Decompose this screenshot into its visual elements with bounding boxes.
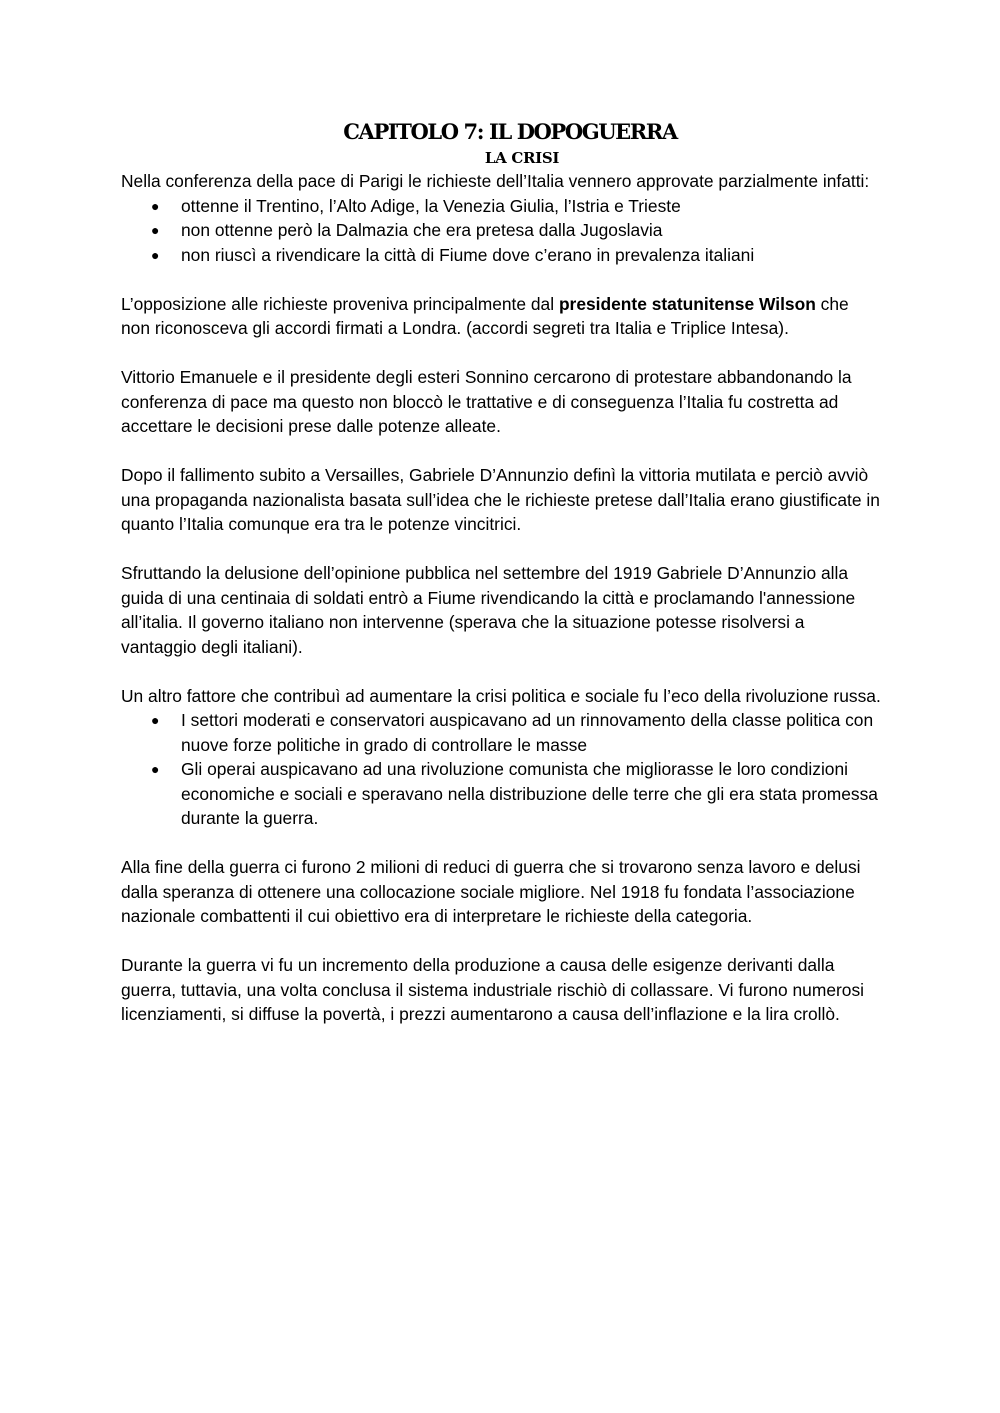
economy-paragraph: Durante la guerra vi fu un incremento della produzione a causa delle esigenze derivanti dalla guerra, tuttavia, una volta conclusa il sistema industriale rischiò di collassare. Vi furono numerosi licenziamenti, si diffuse la povertà, i prezzi aumentarono a causa dell’inflazione e la lira crollò. — [121, 955, 865, 1024]
bullet-icon: ● — [151, 197, 160, 214]
list-item: ● I settori moderati e conservatori auspicavano ad un rinnovamento della classe politica con nuove forze politiche in grado di controllare le masse — [151, 710, 874, 755]
peace-results-list — [121, 194, 881, 268]
dannunzio-paragraph: Dopo il fallimento subito a Versailles, Gabriele D’Annunzio definì la vittoria mutilata e perciò avviò una propaganda nazionalista basata sull’idea che le richieste pretese dall’Italia erano giustificate in quanto l’Italia comunque era tra le potenze vincitrici. — [121, 465, 880, 534]
intro-paragraph: Nella conferenza della pace di Parigi le richieste dell’Italia vennero approvate parzialmente infatti: — [121, 171, 870, 191]
veterans-paragraph: Alla fine della guerra ci furono 2 milioni di reduci di guerra che si trovarono senza lavoro e delusi dalla speranza di ottenere una collocazione sociale migliore. Nel 1918 fu fondata l’associazione nazionale combattenti il cui obiettivo era di interpretare le richieste della categoria. — [121, 857, 861, 926]
list-item: ● Gli operai auspicavano ad una rivoluzione comunista che migliorasse le loro condizioni economiche e sociali e speravano nella distribuzione delle terre che gli era stata promessa durante la guerra. — [151, 759, 878, 828]
paragraph-gap — [121, 831, 881, 856]
paragraph-gap — [121, 439, 881, 464]
social-groups-list — [121, 708, 881, 831]
paragraph-gap — [121, 267, 881, 292]
fiume-paragraph: Sfruttando la delusione dell’opinione pubblica nel settembre del 1919 Gabriele D’Annunzio alla guida di una centinaia di soldati entrò a Fiume rivendicando la città e proclamando l'annessione all’italia. Il governo italiano non intervenne (sperava che la situazione potesse risolversi a vantaggio degli italiani). — [121, 563, 856, 657]
list-item: ● non riuscì a rivendicare la città di Fiume dove c’erano in prevalenza italiani — [121, 243, 881, 268]
paragraph-gap — [121, 341, 881, 366]
list-item: ● non ottenne però la Dalmazia che era pretesa dalla Jugoslavia — [121, 218, 881, 243]
document-page — [121, 117, 881, 1027]
list-item: ● ottenne il Trentino, l’Alto Adige, la Venezia Giulia, l’Istria e Trieste — [121, 194, 881, 219]
bold-text: presidente statunitense Wilson — [558, 293, 816, 314]
bullet-icon: ● — [151, 222, 160, 238]
paragraph-gap — [121, 659, 881, 684]
section-subtitle: LA CRISI — [484, 149, 560, 167]
paragraph-gap — [121, 537, 881, 562]
wilson-paragraph: L’opposizione alle richieste proveniva principalmente dal presidente statunitense Wilson che non riconosceva gli accordi firmati a Londra. (accordi segreti tra Italia e Triplice Intesa). — [121, 293, 849, 338]
bullet-icon: ● — [151, 712, 160, 728]
bullet-icon: ● — [151, 761, 160, 777]
paragraph-gap — [121, 929, 881, 954]
bullet-icon: ● — [151, 246, 160, 263]
russian-revolution-paragraph: Un altro fattore che contribuì ad aumentare la crisi politica e sociale fu l’eco della rivoluzione russa. — [121, 685, 881, 706]
sonnino-paragraph: Vittorio Emanuele e il presidente degli esteri Sonnino cercarono di protestare abbandonando la conferenza di pace ma questo non bloccò le trattative e di conseguenza l’Italia fu costretta ad accettare le decisioni prese dalle potenze alleate. — [121, 367, 852, 436]
page-title: CAPITOLO 7: IL DOPOGUERRA — [343, 119, 677, 144]
